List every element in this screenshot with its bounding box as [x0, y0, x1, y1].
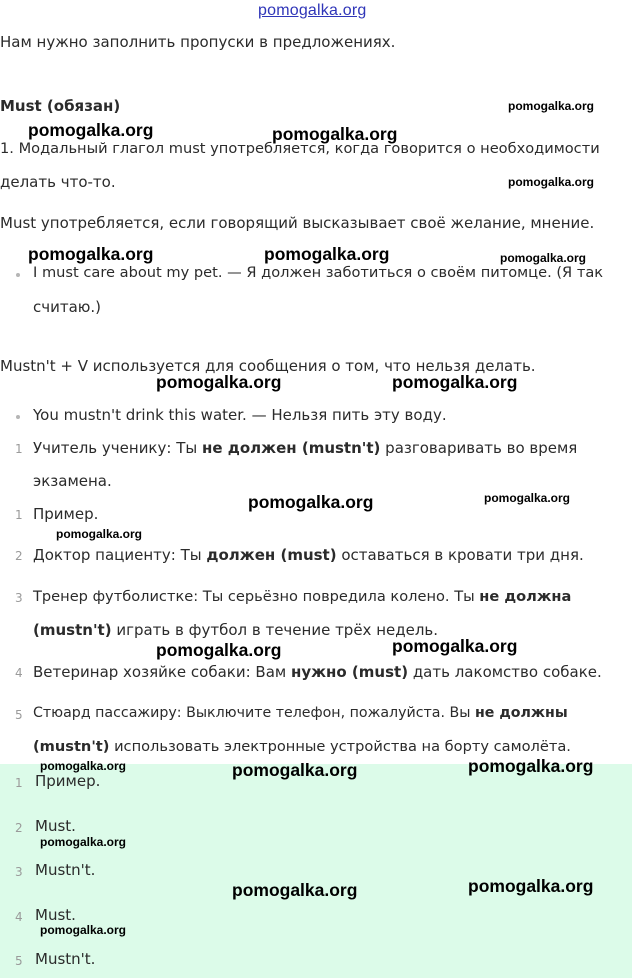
answer-item: Mustn't.: [35, 950, 96, 968]
watermark: pomogalka.org: [232, 760, 358, 780]
watermark: pomogalka.org: [156, 640, 282, 660]
answer-number: 4: [15, 910, 23, 924]
watermark: pomogalka.org: [232, 880, 358, 900]
watermark: pomogalka.org: [484, 491, 571, 505]
answer-number: 3: [15, 865, 23, 879]
watermark: pomogalka.org: [28, 120, 154, 140]
example-1-line-2: считаю.): [33, 298, 102, 316]
example-1-line-1: I must care about my pet. — Я должен заботиться о своём питомце. (Я так: [33, 264, 604, 281]
rule-title: Must (обязан): [0, 97, 121, 115]
watermark: pomogalka.org: [40, 923, 127, 937]
rule-line-2: делать что-то.: [0, 173, 116, 191]
watermark: pomogalka.org: [40, 759, 127, 773]
bullet-marker: [16, 273, 20, 277]
item-number: 3: [15, 591, 23, 605]
watermark: pomogalka.org: [468, 876, 594, 896]
mustnt-usage-text: Mustn't + V используется для сообщения о том, что нельзя делать.: [0, 357, 536, 375]
watermark: pomogalka.org: [500, 251, 587, 265]
item-number: 4: [15, 666, 23, 680]
watermark: pomogalka.org: [468, 756, 594, 776]
header-watermark-link[interactable]: pomogalka.org: [258, 2, 367, 19]
exercise-item: Доктор пациенту: Ты должен (must) оставаться в кровати три дня.: [33, 546, 584, 564]
exercise-item: Учитель ученику: Ты не должен (mustn't) разговаривать во время: [33, 439, 578, 457]
watermark: pomogalka.org: [272, 124, 398, 144]
answer-item: Must.: [35, 817, 76, 835]
answer-item: Must.: [35, 906, 76, 924]
bullet-marker: [16, 415, 20, 419]
watermark: pomogalka.org: [56, 527, 143, 541]
watermark: pomogalka.org: [248, 492, 374, 512]
item-number: 2: [15, 549, 23, 563]
watermark: pomogalka.org: [508, 175, 595, 189]
intro-text: Нам нужно заполнить пропуски в предложениях.: [0, 33, 396, 51]
item-number: 5: [15, 708, 23, 722]
watermark: pomogalka.org: [28, 244, 154, 264]
watermark: pomogalka.org: [156, 372, 282, 392]
exercise-item-continued: (mustn't) использовать электронные устройства на борту самолёта.: [33, 738, 571, 755]
exercise-item-continued: (mustn't) играть в футбол в течение трёх недель.: [33, 621, 439, 639]
watermark: pomogalka.org: [508, 99, 595, 113]
item-number: 1: [15, 442, 23, 456]
item-number: 1: [15, 508, 23, 522]
rule-line-1: 1. Модальный глагол must употребляется, когда говорится о необходимости: [0, 140, 600, 157]
answers-panel: [0, 764, 632, 978]
exercise-item-continued: экзамена.: [33, 472, 112, 490]
exercise-item: Пример.: [33, 505, 99, 523]
watermark: pomogalka.org: [40, 835, 127, 849]
must-usage-text: Must употребляется, если говорящий высказывает своё желание, мнение.: [0, 214, 595, 232]
answer-number: 5: [15, 954, 23, 968]
example-2: You mustn't drink this water. — Нельзя пить эту воду.: [33, 406, 447, 424]
watermark: pomogalka.org: [392, 372, 518, 392]
exercise-item: Ветеринар хозяйке собаки: Вам нужно (must) дать лакомство собаке.: [33, 663, 602, 681]
exercise-item: Тренер футболистке: Ты серьёзно повредила колено. Ты не должна: [33, 588, 572, 605]
exercise-item: Стюард пассажиру: Выключите телефон, пожалуйста. Вы не должны: [33, 705, 568, 721]
watermark: pomogalka.org: [392, 636, 518, 656]
answer-number: 2: [15, 821, 23, 835]
answer-number: 1: [15, 776, 23, 790]
answer-item: Пример.: [35, 772, 101, 790]
answer-item: Mustn't.: [35, 861, 96, 879]
watermark: pomogalka.org: [264, 244, 390, 264]
